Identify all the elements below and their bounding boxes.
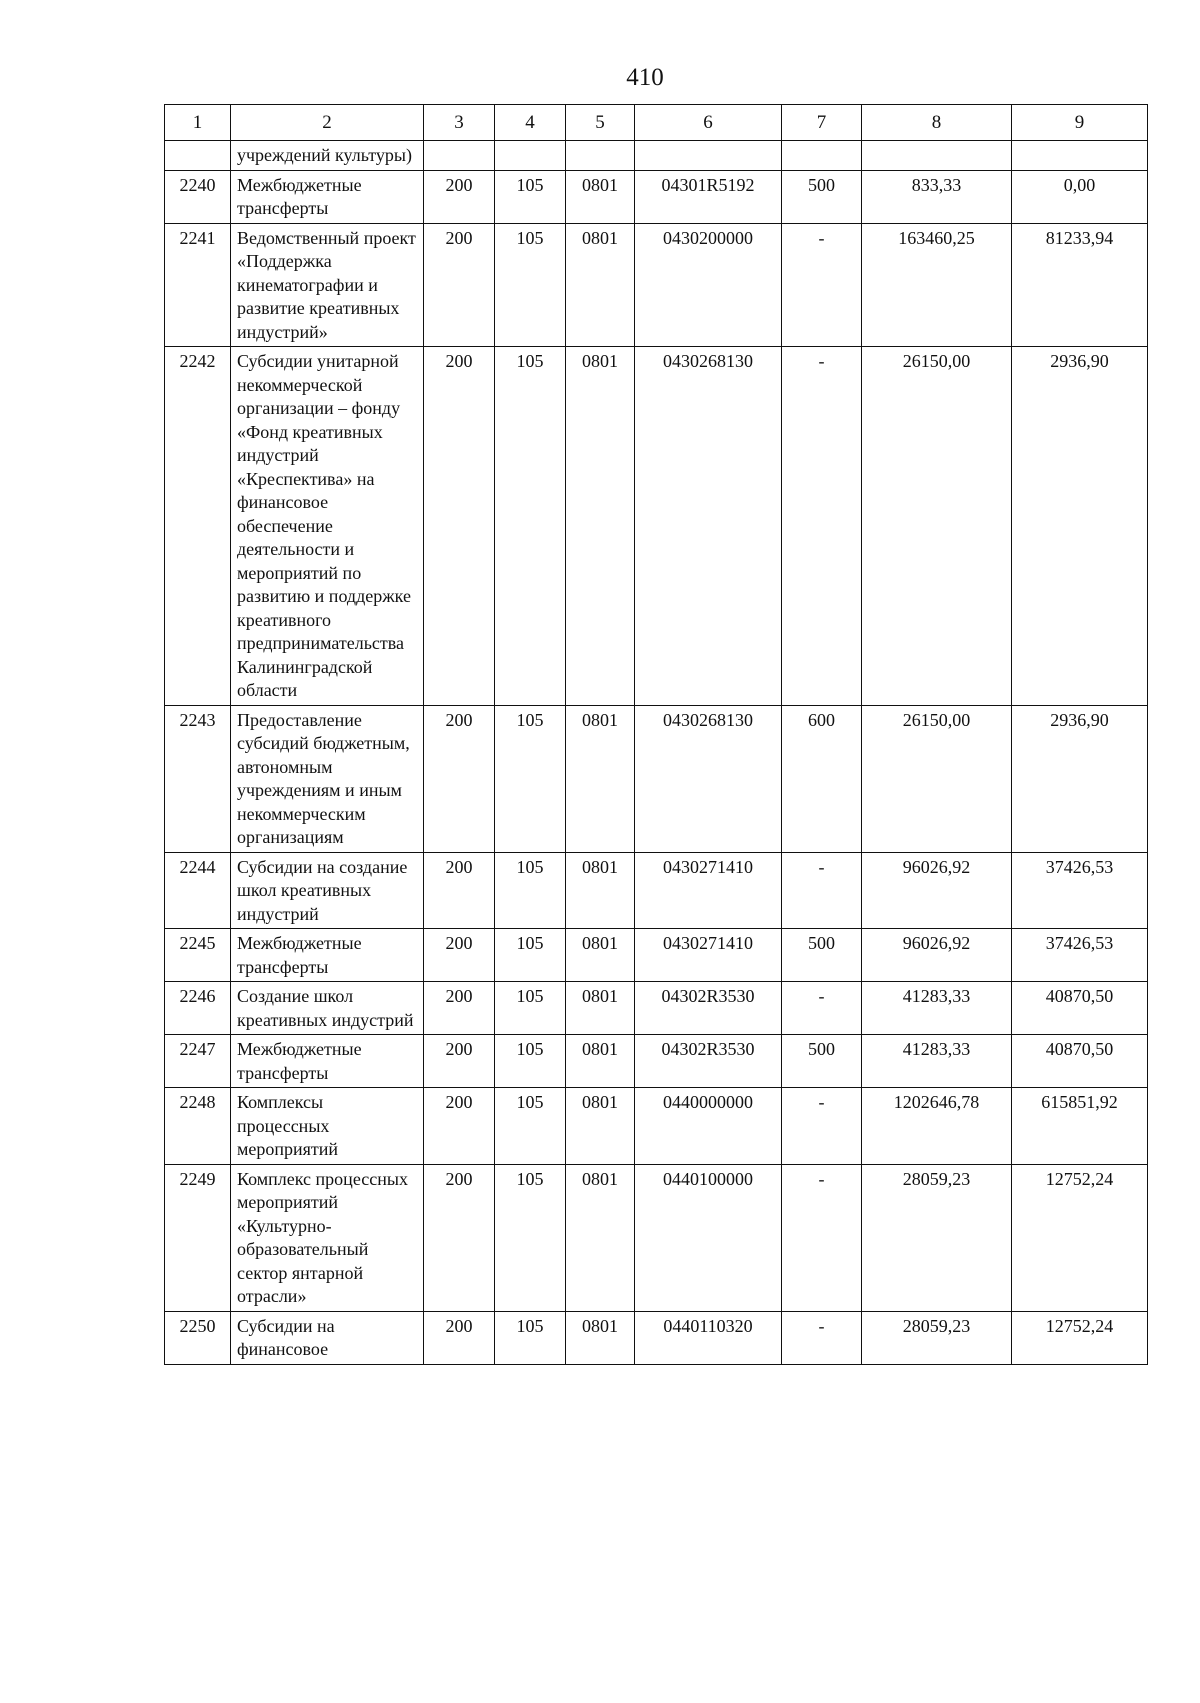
row-number: 2247: [165, 1035, 231, 1088]
row-number: 2244: [165, 852, 231, 929]
cell-col6: 0430268130: [635, 705, 782, 852]
cell-col5: 0801: [566, 1035, 635, 1088]
cell-col6: 0440110320: [635, 1311, 782, 1364]
cell-col6: 04301R5192: [635, 170, 782, 223]
cell-col3: 200: [424, 1088, 495, 1165]
cell-col7: 500: [782, 170, 862, 223]
cell-col3: 200: [424, 852, 495, 929]
cell-col4: 105: [495, 1088, 566, 1165]
cell-col6: [635, 141, 782, 171]
cell-col5: 0801: [566, 347, 635, 706]
cell-col5: 0801: [566, 170, 635, 223]
cell-col5: 0801: [566, 223, 635, 347]
cell-col3: 200: [424, 1311, 495, 1364]
cell-col5: 0801: [566, 1164, 635, 1311]
row-name: учреждений культуры): [231, 141, 424, 171]
cell-col4: 105: [495, 1311, 566, 1364]
row-number: 2241: [165, 223, 231, 347]
table-row: [165, 982, 1148, 1035]
table-row: [165, 223, 1148, 347]
cell-col7: [782, 141, 862, 171]
column-header: 4: [495, 105, 566, 141]
cell-col8: 96026,92: [862, 929, 1012, 982]
cell-col3: 200: [424, 223, 495, 347]
cell-col8: 96026,92: [862, 852, 1012, 929]
cell-col8: 163460,25: [862, 223, 1012, 347]
row-name: Ведомственный проект «Поддержка кинематографии и развитие креативных индустрий»: [231, 223, 424, 347]
row-name: Комплекс процессных мероприятий «Культурно-образовательный сектор янтарной отрасли»: [231, 1164, 424, 1311]
cell-col4: 105: [495, 223, 566, 347]
column-header: 5: [566, 105, 635, 141]
row-number: 2249: [165, 1164, 231, 1311]
cell-col4: 105: [495, 982, 566, 1035]
cell-col9: 615851,92: [1012, 1088, 1148, 1165]
page-number: 410: [626, 64, 664, 91]
cell-col9: [1012, 141, 1148, 171]
cell-col3: [424, 141, 495, 171]
cell-col6: 04302R3530: [635, 1035, 782, 1088]
cell-col4: [495, 141, 566, 171]
cell-col7: 600: [782, 705, 862, 852]
cell-col9: 37426,53: [1012, 929, 1148, 982]
column-header: 7: [782, 105, 862, 141]
cell-col4: 105: [495, 1164, 566, 1311]
column-header: 8: [862, 105, 1012, 141]
table-row: [165, 1164, 1148, 1311]
cell-col9: 12752,24: [1012, 1164, 1148, 1311]
cell-col4: 105: [495, 347, 566, 706]
cell-col3: 200: [424, 170, 495, 223]
cell-col6: 0430268130: [635, 347, 782, 706]
cell-col7: -: [782, 852, 862, 929]
table-row: [165, 929, 1148, 982]
row-name: Создание школ креативных индустрий: [231, 982, 424, 1035]
cell-col3: 200: [424, 347, 495, 706]
cell-col3: 200: [424, 982, 495, 1035]
cell-col8: 833,33: [862, 170, 1012, 223]
cell-col9: 0,00: [1012, 170, 1148, 223]
row-name: Комплексы процессных мероприятий: [231, 1088, 424, 1165]
cell-col3: 200: [424, 705, 495, 852]
cell-col3: 200: [424, 1164, 495, 1311]
cell-col6: 0430271410: [635, 852, 782, 929]
table-row: [165, 1311, 1148, 1364]
column-header: 6: [635, 105, 782, 141]
cell-col9: 37426,53: [1012, 852, 1148, 929]
cell-col4: 105: [495, 705, 566, 852]
row-number: 2243: [165, 705, 231, 852]
cell-col8: 28059,23: [862, 1311, 1012, 1364]
cell-col7: 500: [782, 1035, 862, 1088]
budget-table: [164, 104, 1148, 1365]
row-number: [165, 141, 231, 171]
cell-col6: 04302R3530: [635, 982, 782, 1035]
table-row: [165, 1088, 1148, 1165]
row-name: Предоставление субсидий бюджетным, автономным учреждениям и иным некоммерческим организациям: [231, 705, 424, 852]
header-row: [165, 105, 1148, 141]
cell-col7: -: [782, 347, 862, 706]
row-name: Межбюджетные трансферты: [231, 1035, 424, 1088]
cell-col9: 40870,50: [1012, 1035, 1148, 1088]
row-number: 2250: [165, 1311, 231, 1364]
cell-col8: 41283,33: [862, 1035, 1012, 1088]
cell-col5: 0801: [566, 982, 635, 1035]
cell-col3: 200: [424, 1035, 495, 1088]
cell-col8: 28059,23: [862, 1164, 1012, 1311]
column-header: 1: [165, 105, 231, 141]
cell-col3: 200: [424, 929, 495, 982]
cell-col9: 40870,50: [1012, 982, 1148, 1035]
column-header: 9: [1012, 105, 1148, 141]
table-row: [165, 1035, 1148, 1088]
row-name: Субсидии на создание школ креативных индустрий: [231, 852, 424, 929]
cell-col7: -: [782, 1088, 862, 1165]
table-row: [165, 705, 1148, 852]
cell-col7: -: [782, 1164, 862, 1311]
cell-col4: 105: [495, 929, 566, 982]
cell-col4: 105: [495, 1035, 566, 1088]
cell-col7: -: [782, 1311, 862, 1364]
cell-col6: 0430271410: [635, 929, 782, 982]
cell-col8: 26150,00: [862, 705, 1012, 852]
cell-col7: -: [782, 982, 862, 1035]
row-name: Межбюджетные трансферты: [231, 929, 424, 982]
column-header: 2: [231, 105, 424, 141]
cell-col4: 105: [495, 170, 566, 223]
column-header: 3: [424, 105, 495, 141]
table-row: [165, 170, 1148, 223]
table-row: [165, 347, 1148, 706]
row-number: 2242: [165, 347, 231, 706]
row-number: 2240: [165, 170, 231, 223]
cell-col7: -: [782, 223, 862, 347]
cell-col8: [862, 141, 1012, 171]
row-number: 2248: [165, 1088, 231, 1165]
cell-col6: 0430200000: [635, 223, 782, 347]
row-name: Субсидии унитарной некоммерческой организации – фонду «Фонд креативных индустрий «Креспектива» на финансовое обеспечение деятельности и мероприятий по развитию и поддержке креативного предпринимательства Калининградской области: [231, 347, 424, 706]
cell-col9: 2936,90: [1012, 347, 1148, 706]
cell-col5: 0801: [566, 1088, 635, 1165]
cell-col4: 105: [495, 852, 566, 929]
table-row: [165, 852, 1148, 929]
cell-col5: [566, 141, 635, 171]
row-number: 2246: [165, 982, 231, 1035]
row-number: 2245: [165, 929, 231, 982]
cell-col7: 500: [782, 929, 862, 982]
cell-col5: 0801: [566, 929, 635, 982]
cell-col9: 12752,24: [1012, 1311, 1148, 1364]
cell-col5: 0801: [566, 705, 635, 852]
cell-col6: 0440000000: [635, 1088, 782, 1165]
row-name: Субсидии на финансовое: [231, 1311, 424, 1364]
table-row: [165, 141, 1148, 171]
cell-col5: 0801: [566, 852, 635, 929]
cell-col8: 26150,00: [862, 347, 1012, 706]
cell-col8: 41283,33: [862, 982, 1012, 1035]
cell-col8: 1202646,78: [862, 1088, 1012, 1165]
cell-col9: 2936,90: [1012, 705, 1148, 852]
cell-col5: 0801: [566, 1311, 635, 1364]
cell-col9: 81233,94: [1012, 223, 1148, 347]
cell-col6: 0440100000: [635, 1164, 782, 1311]
row-name: Межбюджетные трансферты: [231, 170, 424, 223]
